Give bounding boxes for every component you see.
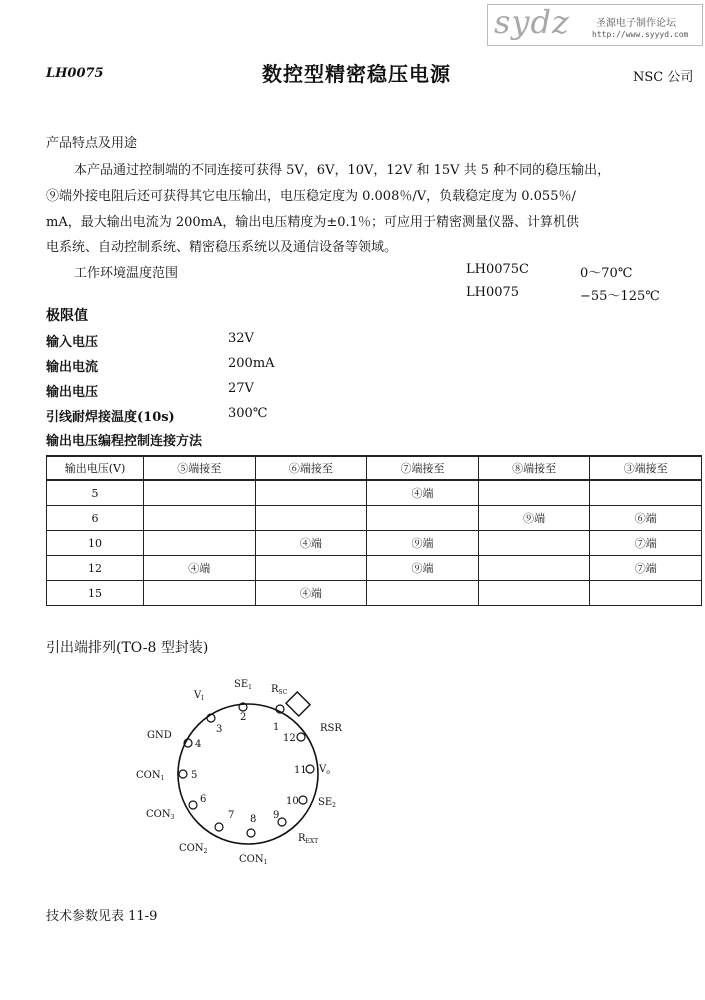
table-cell — [144, 531, 256, 556]
table-header-row — [47, 456, 702, 480]
table-cell: 5 — [47, 480, 144, 506]
signal-label-con1: $CON_1$ — [136, 770, 165, 782]
manufacturer: NSC 公司 — [633, 70, 694, 85]
table-cell: ④端 — [367, 480, 479, 506]
table-cell: ④端 — [255, 531, 367, 556]
pin-8-circle — [247, 829, 255, 837]
table-cell: ⑨端 — [478, 506, 590, 531]
table-cell: 15 — [47, 581, 144, 606]
programming-heading: 输出电压编程控制连接方法 — [46, 434, 203, 449]
table-cell: 6 — [47, 506, 144, 531]
table-row — [47, 480, 702, 506]
table-cell: 12 — [47, 556, 144, 581]
signal-label-se1: $SE_1$ — [234, 679, 252, 691]
table-cell — [144, 581, 256, 606]
pin-number: 9 — [273, 810, 280, 821]
signal-label-rsr: RSR — [320, 723, 342, 734]
pin-number: 4 — [195, 739, 202, 750]
limit-label: 输入电压 — [46, 335, 99, 350]
pin-10-circle — [299, 796, 307, 804]
watermark-logo — [487, 4, 703, 46]
pinout-heading: 引出端排列(TO-8 型封装) — [46, 640, 209, 656]
table-cell: ⑨端 — [367, 556, 479, 581]
temp-model: LH0075C — [466, 262, 530, 277]
pin-7-circle — [215, 823, 223, 831]
logo-site-name: 圣源电子制作论坛 — [596, 18, 676, 29]
pin-number: 2 — [240, 712, 247, 723]
limit-value: 32V — [228, 331, 254, 346]
limit-value: 27V — [228, 381, 254, 396]
table-cell — [255, 480, 367, 506]
table-cell: ⑦端 — [590, 531, 702, 556]
signal-label-vi: $V_I$ — [194, 690, 204, 702]
parameters-reference: 技术参数见表 11-9 — [46, 909, 158, 924]
table-row — [47, 556, 702, 581]
limit-value: 200mA — [228, 356, 275, 371]
logo-url: http://www.syyyd.com — [592, 30, 689, 39]
temp-range: 0～70℃ — [580, 266, 633, 281]
table-cell: 10 — [47, 531, 144, 556]
pin-number: 12 — [283, 733, 296, 744]
table-cell — [144, 480, 256, 506]
signal-label-con3: $CON_3$ — [146, 809, 175, 821]
temp-range: −55～125℃ — [580, 289, 660, 304]
table-cell — [367, 581, 479, 606]
limit-value: 300℃ — [228, 406, 268, 421]
table-cell — [478, 581, 590, 606]
signal-label-gnd: GND — [147, 730, 172, 741]
features-heading: 产品特点及用途 — [46, 136, 138, 151]
table-cell: ⑥端 — [590, 506, 702, 531]
column-header: ⑧端接至 — [478, 456, 590, 480]
column-header: ⑤端接至 — [144, 456, 256, 480]
pinout-diagram — [130, 670, 370, 870]
table-cell — [478, 480, 590, 506]
table-cell: ④端 — [255, 581, 367, 606]
table-row — [47, 581, 702, 606]
table-cell — [255, 506, 367, 531]
features-line: 电系统、自动控制系统、精密稳压系统以及通信设备等领域。 — [46, 240, 398, 255]
pin-number: 1 — [273, 722, 280, 733]
signal-label-con-bottom: $CON_1$ — [239, 854, 268, 866]
limit-label: 输出电压 — [46, 385, 99, 400]
pin-11-circle — [306, 765, 314, 773]
limit-label: 引线耐焊接温度(10s) — [46, 410, 175, 425]
table-cell — [255, 556, 367, 581]
pin-6-circle — [189, 801, 197, 809]
column-header: ③端接至 — [590, 456, 702, 480]
table-row — [47, 506, 702, 531]
package-tab — [286, 692, 310, 716]
table-cell: ⑦端 — [590, 556, 702, 581]
pin-number: 11 — [294, 765, 307, 776]
features-line: 本产品通过控制端的不同连接可获得 5V，6V，10V，12V 和 15V 共 5 种不同的稳压输出， — [74, 163, 611, 178]
table-cell — [478, 556, 590, 581]
pin-number: 10 — [286, 796, 299, 807]
table-cell: ④端 — [144, 556, 256, 581]
table-cell — [478, 531, 590, 556]
column-header: ⑥端接至 — [255, 456, 367, 480]
column-header: 输出电压(V) — [47, 456, 144, 480]
signal-label-rext: $R_{EXT}$ — [298, 833, 319, 845]
signal-label-rsc: $R_{SC}$ — [271, 684, 288, 696]
table-row — [47, 531, 702, 556]
table-cell — [144, 506, 256, 531]
pin-12-circle — [297, 733, 305, 741]
table-cell — [590, 480, 702, 506]
table-cell — [590, 581, 702, 606]
signal-label-con2: $CON_2$ — [179, 843, 208, 855]
pin-5-circle — [179, 770, 187, 778]
page-title: 数控型精密稳压电源 — [262, 62, 451, 86]
pin-number: 8 — [250, 814, 257, 825]
limits-heading: 极限值 — [46, 308, 88, 324]
part-number: LH0075 — [46, 66, 104, 81]
pin-number: 5 — [191, 770, 198, 781]
table-cell: ⑨端 — [367, 531, 479, 556]
pin-number: 3 — [216, 724, 223, 735]
features-line: mA，最大输出电流为 200mA，输出电压精度为±0.1％；可应用于精密测量仪器、计算机供 — [46, 215, 579, 230]
temp-model: LH0075 — [466, 285, 520, 300]
logo-mark: sydz — [494, 3, 570, 41]
signal-label-vo: $V_o$ — [319, 764, 330, 776]
pin-number: 6 — [200, 794, 207, 805]
programming-table — [46, 455, 702, 606]
limit-label: 输出电流 — [46, 360, 99, 375]
column-header: ⑦端接至 — [367, 456, 479, 480]
temp-range-label: 工作环境温度范围 — [74, 266, 179, 281]
pin-number: 7 — [228, 810, 235, 821]
features-line: ⑨端外接电阻后还可获得其它电压输出，电压稳定度为 0.008％/V，负载稳定度为 0.055％/ — [46, 189, 576, 204]
signal-label-se2: $SE_2$ — [318, 797, 336, 809]
table-cell — [367, 506, 479, 531]
